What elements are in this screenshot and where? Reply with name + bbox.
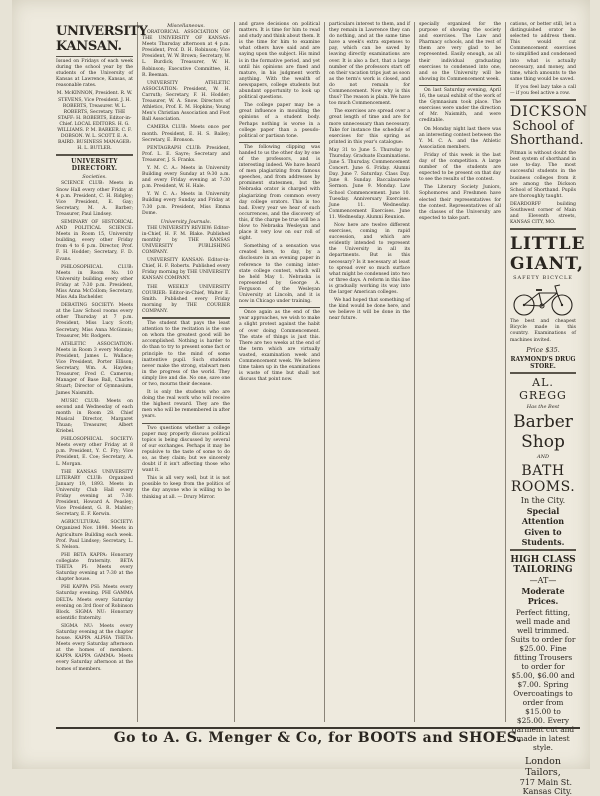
editorial-paragraph: It is only the students who are doing the real work who will receive the highest reward. They are the men who will be remembered in after years. [142,390,230,420]
ad-bicycle-title: LITTLE GIANT, [510,234,586,275]
directory-subtitle: Societies. [82,174,107,181]
column-5 [415,22,506,722]
section-heading: Miscellaneous. [167,23,205,29]
directory-item: Y. W. C. A.: Meets in University Building every Sunday and Friday at 7:30 p.m. President, Miss Emma Dome. [142,192,230,216]
bicycle-icon [511,283,575,317]
divider [56,154,133,156]
divider [510,549,576,551]
column-2 [138,22,235,722]
directory-item: MUSIC CLUB: Meets on second and Wednesday of each month in Room 28. Chief Musical Director, Margaret Thuan; Treasurer, Albert Kriebel. [56,398,133,435]
directory-item: CAMERA CLUB: Meets once per month. President, E. H. S. Bailey; Secretary, E. Bronson. [142,125,230,143]
divider [419,85,501,86]
ad-dickson-address: DEARDORFF building Southwest corner of Main and Eleventh streets, KANSAS CITY, MO. [510,201,576,226]
editorial-paragraph: Something of a sensation was created here, to day, by a disclosure in an evening paper in reference to the coming inter-state college contest, which will be held May 1. Nebraska is represented by George A. Ferguson of the Wesleyan University at Lincoln, and it is now in Chicago under training. [239,244,320,305]
ad-gregg-has: Has the Best [526,403,560,410]
ad-tailoring-at: —AT— [529,575,557,585]
editorial-paragraph: The student that pays the least attention to the recitation is the one on whom the greatest good will be accomplished. Nothing is harder to do than to try to present some fact or principle to the mind of some inattentive pupil. Such students never make the strong, stalwart men in the progress of the world. They simply live and die. No one, save one or two, mourns their decease. [142,321,230,387]
ad-gregg-city: In the City. [520,495,566,505]
directory-item: THE WEEKLY UNIVERSITY COURIER: Editor-in-Chief, Walter E. Smith. Published every Friday morning by THE COURIER COMPANY. [142,284,230,314]
editorial-paragraph: We had hoped that something of the kind would be done here, and we believe it will be done in the near future. [329,298,410,322]
newspaper-page [12,0,590,796]
directory-item: UNIVERSITY ATHLETIC ASSOCIATION: President, W. H. Carruth; Secretary, F. H. Hodder; Treasurer, W. A. Snow. Directors of Athletics, Prof. E. M. Hopkins; Young Men's Christian Association and Foot Ball Association. [142,80,230,123]
editorial-paragraph: Friday of this week is the last day of the competition. A large number of the students are expected to be present on that day to see the results of the contest. [419,152,501,183]
ad-gregg-barber: Barber Shop [513,411,573,452]
ad-gregg-bath: BATH ROOMS. [510,462,576,495]
ad-tailoring-address: 717 Main St. [519,777,572,787]
ad-tailoring-name: London Tailors, [524,755,562,778]
ad-raymond: RAYMOND'S DRUG STORE. [510,355,576,370]
editorial-paragraph: specially organized for the purpose of showing the society and exercises. The Law and Pharmacy schools, and the rest of them are very glad to be represented. Easily enough, as all their individual graduating exercises to condensed into one, and so the University will be showing its Commencement week. [419,22,501,82]
editorial-paragraph: particulars interest to them, and if they remain in Lawrence they can do nothing, and at the same time have a week's extra expenses to pay, which can be saved by leaving directly examinations are over. It is also a fact, that a large number of the professors start off on their vacation trips just as soon as the term's work is closed, and do not remain for Commencement. Now why is this thus? The reason is plain. We have too much Commencement. [329,22,410,107]
column-6-ads [506,22,589,796]
directory-title: UNIVERSITY DIRECTORY. [71,158,118,173]
editorial-paragraph: On last Saturday evening, April 16, the usual exhibit of the work of the Gymnasium took place. The exercises were under the direction of Mr. Naismith, and were creditable. [419,87,501,124]
directory-item: AGRICULTURAL SOCIETY: Organized Nov. 1898. Meets in Agriculture Building each week. Prof. Paul Lindsey; Secretary, L. S. Nelson. [56,520,133,550]
directory-item: THE KANSAS UNIVERSITY LITERARY CLUB: Organized January 19, 1893. Meets in University Club Hall every Friday evening at 7:30. President, Howard A. Peasley; Vice President, G. R. Mahler; Secretary, E. F. Kerwin. [56,469,133,518]
editorial-paragraph: The following clipping was handed to us the other day by one of the professors, and is interesting indeed. We have heard of men plagiarizing from famous speeches, and from addresses by prominent statesmen, but the Nebraska orator is charged with plagiarizing from common every day college orators. This is too bad. Every year we hear of such occurrences, and the discovery of this, if the charge be true will be a blow to Nebraska Wesleyan and place it very low on our roll of sight. [239,144,320,242]
editorial-paragraph: If you feel lazy take a call — if you feel active a row. [510,84,576,97]
editorial-paragraph: On Monday night last there was an interesting contest between the Y. M. C. A. and the Athletic Association members. [419,126,501,150]
ad-tailoring-moderate: Moderate Prices. [521,585,565,606]
directory-item: Y. M. C. A.: Meets in University Building every Sunday at 9:30 a.m. and every Friday evening at 7:30 p.m. President, W. H. Hale. [142,165,230,190]
directory-item: THE UNIVERSITY REVIEW: Editor-in-Chief, H. F. M. Blake. Published monthly by THE KANSAS UNIVERSITY PUBLISHING COMPANY. [142,225,230,256]
ad-gregg-and: AND [537,453,549,460]
footer-ad-banner: Go to A. G. Menger & Co, for BOOTS and SHOES. [56,727,580,747]
directory-item: SCIENCE CLUB: Meets in Snow Hall every other Friday at 4 p.m. President, C. H. Ridgley; Vice President, E. Gay; Secretary, M. A. Barber; Treasurer, Paul Lindsey. [56,181,133,217]
divider [510,228,576,230]
ad-dickson-title: DICKSON [510,104,589,121]
editorial-paragraph: Two questions whether a college paper may properly discuss political topics is being discussed by several of our exchanges. Perhaps it may be repulsive to the taste of some to do so, as they claim; but we sincerely doubt if it isn't affecting those who want it. [142,425,230,474]
ad-tailoring-city: Kansas City. [522,786,572,796]
editorial-paragraph: Now here are twelve different exercises, coming in rapid succession, and which are evidently intended to represent the University in all its departments. But is this necessary? Is it necessary at least to spread over so much surface what might be condensed into two or three days. A reform in this line is gradually working its way into the larger American colleges. [329,223,410,296]
editorial-paragraph: This is all very well, but it is not possible to keep from the politics of the day anyone who is willing to be thinking at all. — Drury Mirror. [142,476,230,500]
ad-bicycle-price: Price $35. [526,345,560,354]
column-4 [325,22,415,722]
directory-item: PENTAGRAPH CLUB: President, Prof. L. E. Sayre; Secretary and Treasurer, J. S. Franks. [142,145,230,163]
divider [239,307,320,308]
ad-gregg-name: AL. GREGG [519,375,567,402]
staff-list: M. McKINNON, President. R. W. STEVENS, Vice President. J. H. ROBERTS, Treasurer. W. L. ROBERTS, Secretary. THE STAFF: H. ROBERTS, Editor-in-Chief. LOCAL EDITORS. H. G. WILLIAMS. P. M. BARKER. C. F. DOBSON. W. L. SCOTT. E. A. BAIRD. BUSINESS MANAGER: H. L. BUTLER. [56,91,133,152]
directory-item: ATHLETIC ASSOCIATION: Meets in Room 3 every Monday. President, James L. Wallace; Vice President, Porter Ellison; Secretary, Wm. A. Hayden; Treasurer, Fred C. Cameron; Manager of Base Ball, Charles Stuart; Director of Gymnasium, James Naismith. [56,341,133,396]
ad-bicycle-body: The best and cheapest Bicycle made in this country. Examinations of machines invited. [510,319,576,343]
divider [142,317,230,319]
directory-item: PHI KAPPA PSI: Meets every Saturday evening. PHI GAMMA DELTA: Meets every Saturday evening on 3rd floor of Robinson Block. SIGMA NU: Honorary scientific fraternity. [56,585,133,621]
divider [510,372,576,374]
editorial-paragraph: Once again as the end of the year approaches, we wish to make a slight protest against the habit of over doing Commencement. The state of things is just this. There are two weeks at the end of the term which are virtually wasted, examination week and Commencement week. We believe time taken up in the examinations is waste of time but shall not discuss that point now. [239,310,320,383]
editorial-paragraph: and grave decisions on political matters. It is time for him to read and study and think about them. It is the time for him to examine what others have said and are saying upon the subject. His mind is in the formative period, and yet until his opinions are fixed and mature, in his judgment worth anything. With the wealth of newspapers, college students but abundant opportunity to look up political questions. [239,22,321,101]
ad-gregg-students: Given to Students. [521,526,565,547]
editorial-paragraph: cations, or better still, let a distinguished orator be selected to address them. This would cut Commencement exercises to simplified and condensed into what is actually necessary, and money, and time, which amounts to the same thing would be saved. [510,22,576,82]
editorial-paragraph: The college paper may be a great influence in moulding the opinions of a student body. Perhaps nothing is worse in a college paper than a pseudo-political or partisan tone. [239,103,320,139]
ad-tailoring-body: Perfect fitting, well made and well trimmed. Suits to order for $25.00. Fine fitting Trousers to order for $5.00, $6.00 and $7.00. Spring Overcoatings to order from $15.00 to $25.00. Every garment cut and made in latest style. [510,607,576,752]
directory-item: DEBATING SOCIETY: Meets at the Law School rooms every other Thursday at 7 p.m. President, Miss Lucy Scott; Secretary, Miss Anna McGinnis; Treasurer, Mr. Rodgers. [56,303,133,339]
ad-dickson-body: Pitman is without doubt the best system of shorthand in use to-day. The most successful students in the business colleges from it are among the Dickson School of Shorthand. Pupils are thoroughly taught. [510,151,576,199]
directory-item: PHILOSOPHICAL SOCIETY: Meets every other Friday at 8 p.m. President, Y. C. Fry; Vice President, E. Coe; Secretary, A. L. Morgan. [56,437,133,467]
directory-item: SEMINARY OF HISTORICAL AND POLITICAL SCIENCE: Meets in Room 15, University building, every other Friday from 4 to 6 p.m. Director, Prof. F. H. Hodder; Secretary, F. D. Evans. [56,219,133,262]
directory-item: SIGMA NU: Meets every Saturday evening at the chapter house. KAPPA ALPHA THETA: Meets every Saturday afternoon at the homes of members. KAPPA KAPPA GAMMA: Meets every Saturday afternoon at the homes of members. [56,623,133,672]
column-1 [52,22,148,722]
divider [239,142,320,143]
editorial-paragraph: The exercises are spread over a great length of time and are for more unnecessary than necessary. Take for instance the schedule of exercises for this spring as printed in this year's catalogue: [329,109,410,145]
directory-item: PHILOSOPHICAL CLUB: Meets in Room No. 10 University building every other Friday at 7:30 p.m. President, Miss Anna McCollom; Secretary, Miss Ada Bachelder. [56,264,133,301]
directory-item: PHI BETA KAPPA: Honorary collegiate fraternity. BETA THETA PI: Meets every Saturday evening at 7:30 at the chapter house. [56,552,133,583]
editorial-paragraph: The Literary Society Juniors, Sophomores and Freshmen have elected their representatives for the contest. Representatives of all the classes of the University are expected to take part. [419,185,501,221]
divider [510,99,576,101]
directory-item: UNIVERSITY KANSAN: Editor-in-Chief, H. F. Roberts. Published every Friday morning by THE UNIVERSITY KANSAN COMPANY. [142,258,230,282]
ad-bicycle-subtitle: SAFETY BICYCLE [513,275,573,282]
divider [56,56,133,57]
ad-gregg-special: Special Attention [521,505,565,526]
directory-item: ORATORICAL ASSOCIATION OF THE UNIVERSITY OF KANSAS: Meets Thursday afternoon at 4 p.m. President, Prof. D. H. Robinson; Vice President, W. W. Brown; Secretary, W. L. Burdick; Treasurer, W. H. Robinson; Executive Committee, H. R. Beeman. [142,30,230,78]
section-heading: University Journals. [160,218,212,225]
commencement-schedule: May 31 to June 5. Thursday to Thursday. Graduate Examinations. June 5. Thursday. Commencement Concert. June 6. Friday. Alumni Day. June 7. Saturday. Class Day. June 8. Sunday. Baccalaureate Sermon. June 9. Monday. Law School Commencement. June 10. Tuesday. Anniversary Exercises. June 11. Wednesday. Commencement Exercises. June 11. Wednesday. Alumni Reunion. [329,147,410,220]
divider [142,423,230,424]
masthead: UNIVERSITY KANSAN. [56,24,148,54]
ad-tailoring-title: HIGH CLASS TAILORING [510,554,576,575]
ad-dickson-subtitle: School of Shorthand. [510,119,584,149]
column-3 [235,22,325,722]
masthead-intro: Issued on Fridays of each week during the school year by the students of the University of Kansas at Lawrence, Kansas, at reasonable rates. [56,59,133,89]
